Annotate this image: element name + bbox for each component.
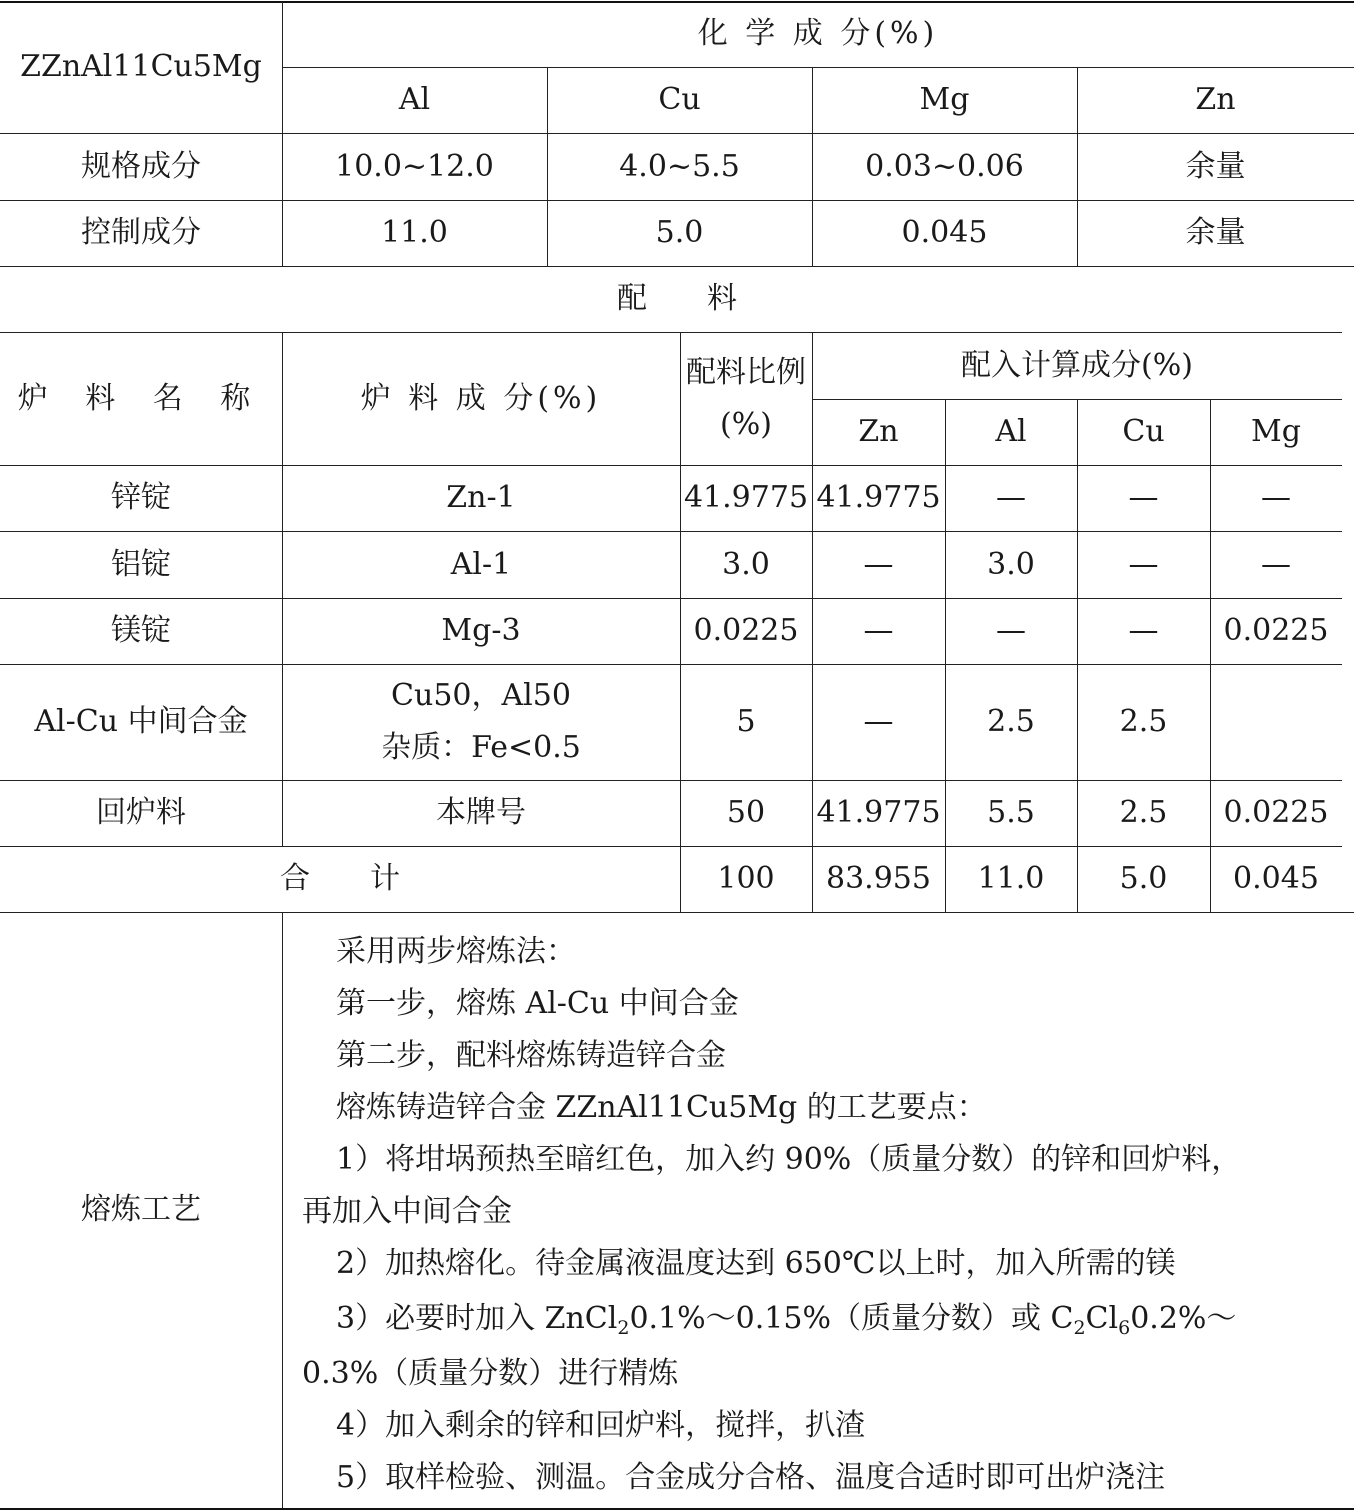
total-mg: 0.045 [1233,861,1319,896]
calc-zn: — [863,704,894,739]
process-step-1-cont: 再加入中间合金 [302,1194,512,1229]
calc-cu: 2.5 [1119,795,1168,830]
cell-cu: 4.0~5.5 [619,148,740,184]
charge-ratio: 50 [726,795,766,830]
process-step-3 [302,1290,1342,1348]
process-label: 熔炼工艺 [81,1192,201,1227]
calc-composition-header: 配入计算成分(%) [961,347,1193,383]
element-mg-header: Mg [919,82,970,117]
charge-name: 回炉料 [96,795,186,830]
charge-ratio: 41.9775 [683,480,809,515]
cell-al: 11.0 [381,215,448,250]
calc-zn: 41.9775 [816,795,941,830]
process-line: 第二步，配料熔炼铸造锌合金 [336,1038,726,1073]
ratio-header-line2: (%) [720,406,772,442]
charge-name: 镁锭 [111,613,171,648]
charge-name: 铝锭 [111,546,171,582]
calc-zn: — [863,613,894,648]
batching-title: 配 料 [617,281,737,316]
cell-cu: 5.0 [655,215,704,250]
calc-zn: — [863,546,894,582]
step3-text: 0.1%～0.15%（质量分数）或 C [629,1301,1074,1336]
charge-composition: Mg-3 [441,613,521,648]
charge-ratio: 0.0225 [693,613,799,648]
charge-composition: Al-1 [450,546,512,582]
process-text [302,926,1342,1504]
calc-cu: 2.5 [1119,704,1168,739]
calc-al: 3.0 [987,546,1035,582]
calc-al: — [996,480,1026,515]
process-line: 第一步，熔炼 Al-Cu 中间合金 [336,986,739,1021]
element-al-header: Al [398,82,431,117]
calc-mg: 0.0225 [1223,795,1329,830]
process-step-3-cont: 0.3%（质量分数）进行精炼 [302,1356,679,1391]
charge-ratio: 5 [736,704,756,739]
process-line: 熔炼铸造锌合金 ZZnAl11Cu5Mg 的工艺要点： [336,1090,987,1125]
cell-mg: 0.03~0.06 [865,148,1024,184]
process-step-5: 5）取样检验、测温。合金成分合格、温度合适时即可出炉浇注 [336,1460,1166,1495]
calc-mg: 0.0225 [1223,613,1329,648]
total-ratio: 100 [717,861,775,896]
charge-composition: Zn-1 [446,480,516,515]
calc-al: 2.5 [987,704,1035,739]
calc-zn-header: Zn [858,414,899,449]
calc-al: — [996,613,1026,648]
alloy-designation: ZZnAl11Cu5Mg [20,49,262,84]
process-step-4: 4）加入剩余的锌和回炉料，搅拌，扒渣 [336,1408,866,1443]
element-zn-header: Zn [1195,82,1236,117]
total-label: 合 计 [280,861,400,896]
charge-composition: 本牌号 [436,795,526,830]
calc-zn: 41.9775 [816,480,941,515]
ratio-header-line1: 配料比例 [686,354,806,390]
calc-cu: — [1128,613,1159,648]
charge-name: 锌锭 [111,480,171,515]
charge-name-header: 炉 料 名 称 [17,380,265,416]
calc-mg: — [1261,546,1291,582]
zncl2-subscript: 2 [617,1317,630,1339]
charge-composition-line1: Cu50，Al50 [391,678,571,713]
total-cu: 5.0 [1119,861,1168,896]
ratio-header [680,332,812,465]
charge-composition [282,664,680,780]
calc-al-header: Al [995,414,1027,449]
step3-text: 3）必要时加入 ZnCl [336,1301,618,1336]
row-label: 规格成分 [81,148,201,184]
cell-al: 10.0~12.0 [335,148,494,184]
calc-cu: — [1128,546,1159,582]
process-step-1: 1）将坩埚预热至暗红色，加入约 90%（质量分数）的锌和回炉料， [336,1142,1242,1177]
charge-name: Al-Cu 中间合金 [34,704,248,739]
cell-mg: 0.045 [901,215,988,250]
calc-cu-header: Cu [1122,414,1165,449]
calc-mg: — [1261,480,1291,515]
process-line: 采用两步熔炼法： [336,934,576,969]
total-zn: 83.955 [826,861,931,896]
cell-zn: 余量 [1185,215,1246,250]
calc-al: 5.5 [987,795,1035,830]
step3-text: 0.2%～ [1130,1301,1237,1336]
charge-composition-header: 炉 料 成 分(%) [360,380,602,416]
calc-mg-header: Mg [1251,414,1301,449]
charge-ratio: 3.0 [722,546,770,582]
calc-cu: — [1128,480,1159,515]
total-al: 11.0 [977,861,1045,896]
step3-text: Cl [1085,1301,1119,1336]
process-step-2: 2）加热熔化。待金属液温度达到 650℃以上时，加入所需的镁 [336,1246,1176,1281]
composition-header: 化 学 成 分(%) [697,16,939,51]
calc-mg [1210,664,1342,780]
c2-subscript: 2 [1073,1317,1086,1339]
cl6-subscript: 6 [1118,1317,1131,1339]
charge-composition-line2: 杂质：Fe<0.5 [381,730,581,765]
row-label: 控制成分 [81,215,201,250]
element-cu-header: Cu [658,82,701,117]
cell-zn: 余量 [1185,148,1246,184]
